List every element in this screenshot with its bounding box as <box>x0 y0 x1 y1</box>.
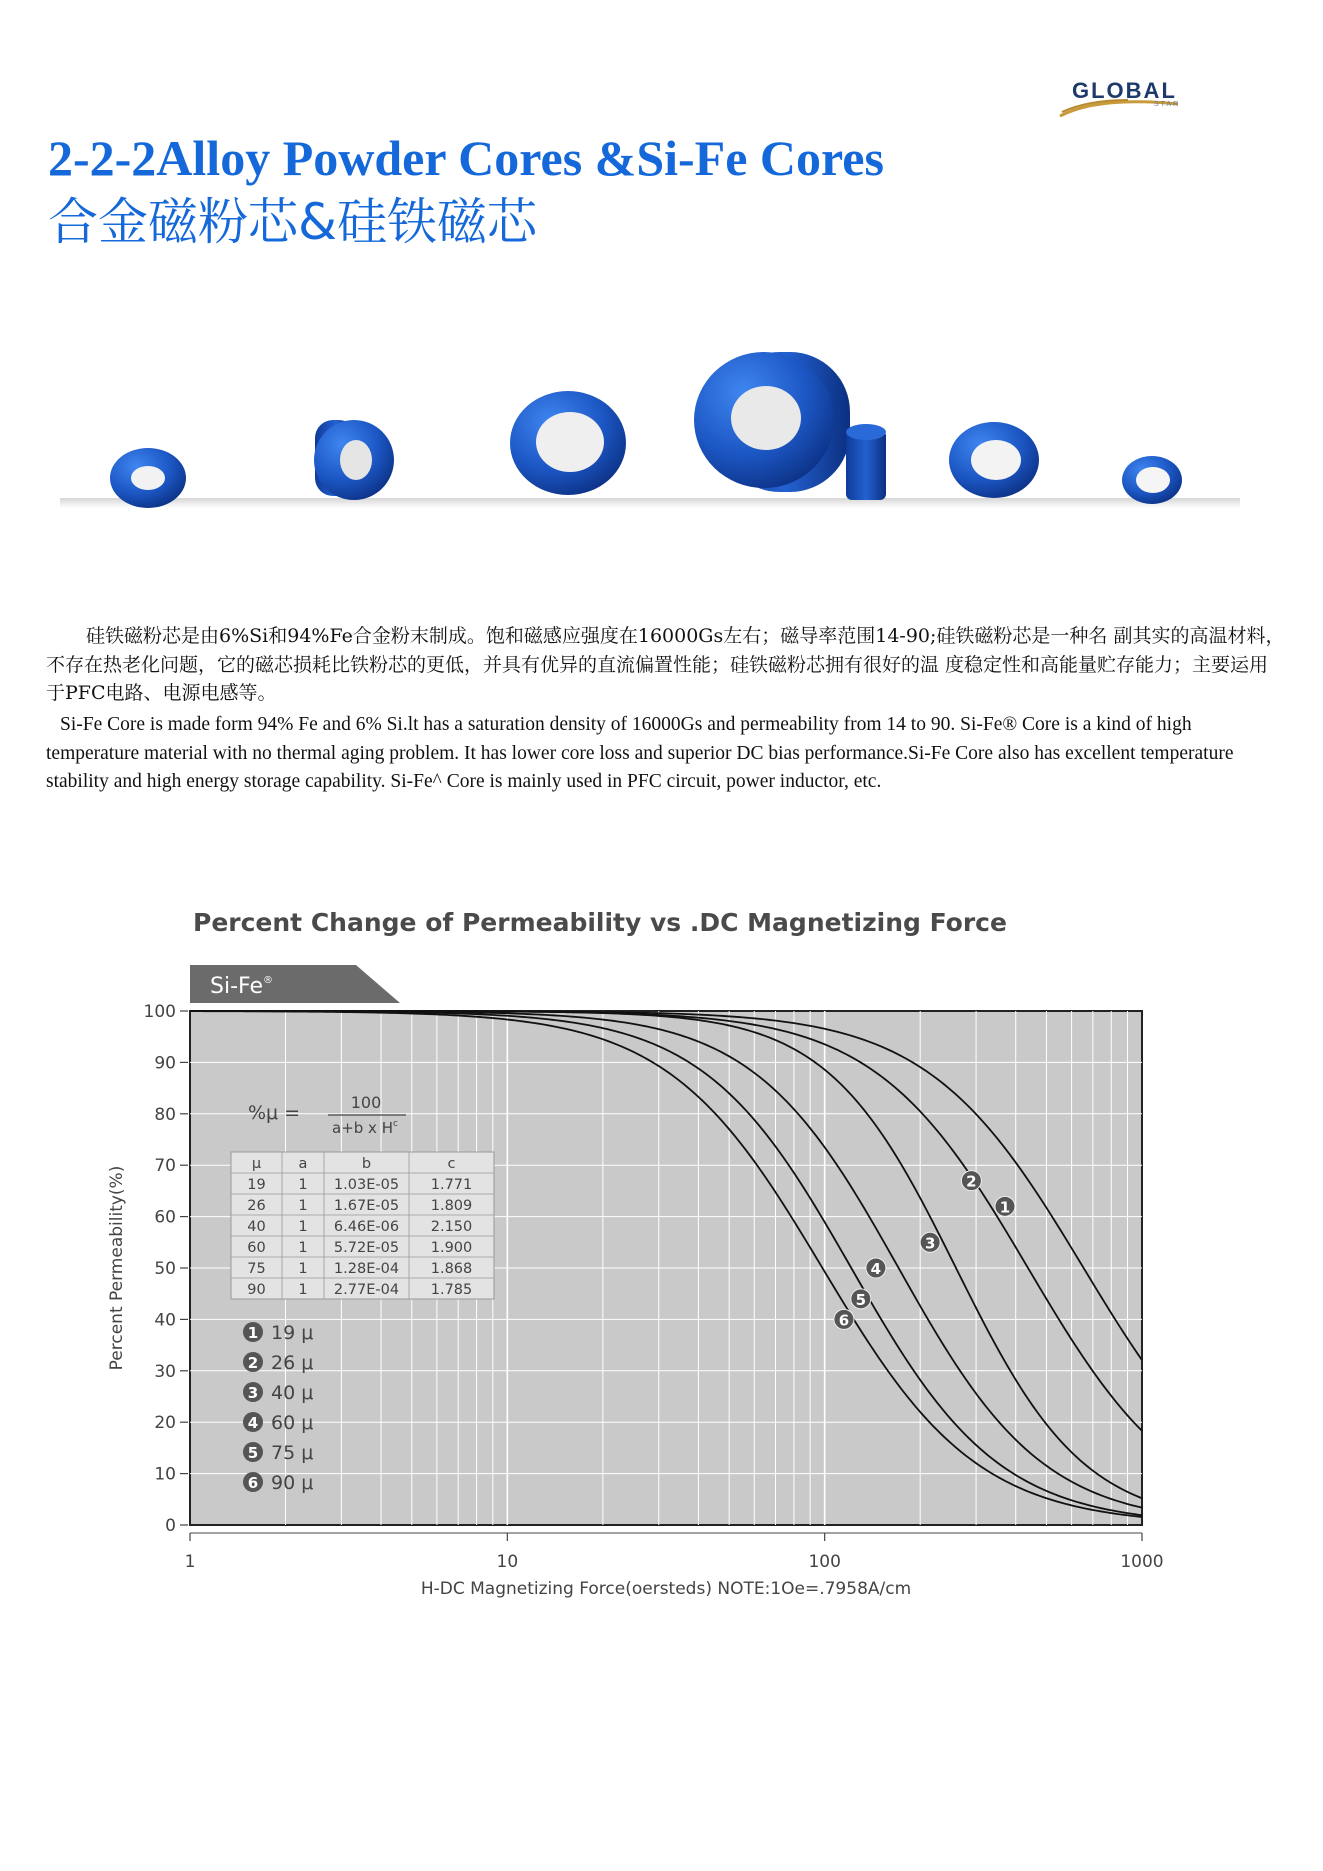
table-header: μ <box>251 1156 262 1172</box>
y-tick-label: 20 <box>154 1413 176 1434</box>
table-header: a <box>298 1156 308 1172</box>
table-cell: 1.868 <box>430 1261 473 1277</box>
core-2 <box>314 420 394 500</box>
core-5 <box>846 424 886 500</box>
formula-lhs: %μ = <box>248 1102 301 1124</box>
core-7 <box>1122 456 1182 504</box>
core-1 <box>110 448 186 508</box>
legend-marker-label: 1 <box>247 1324 259 1342</box>
table-cell: 2.150 <box>430 1219 473 1235</box>
y-axis-label: Percent Permeability(%) <box>107 1165 127 1371</box>
legend-entry: 19 μ <box>271 1322 314 1344</box>
core-4 <box>694 352 850 492</box>
table-header: b <box>361 1156 372 1172</box>
y-tick-label: 90 <box>154 1053 176 1074</box>
table-cell: 26 <box>247 1198 266 1214</box>
x-axis-label: H-DC Magnetizing Force(oersteds) NOTE:1Oe=.7958A/cm <box>420 1579 912 1599</box>
core-3 <box>510 391 626 495</box>
x-tick-label: 1 <box>184 1552 196 1572</box>
x-tick-label: 1000 <box>1120 1552 1164 1572</box>
product-photo <box>60 320 1240 520</box>
chart-title: Percent Change of Permeability vs .DC Magnetizing Force <box>193 908 1007 937</box>
y-tick-label: 70 <box>154 1156 176 1177</box>
y-axis <box>144 1002 188 1536</box>
legend-entry: 75 μ <box>271 1442 314 1464</box>
table-cell: 6.46E-06 <box>333 1219 400 1235</box>
legend-marker-label: 2 <box>247 1354 259 1372</box>
table-cell: 1 <box>298 1177 308 1193</box>
x-tick-label: 10 <box>496 1552 519 1572</box>
table-cell: 1 <box>298 1282 308 1298</box>
legend-marker-label: 5 <box>247 1444 259 1462</box>
table-cell: 1.900 <box>430 1240 473 1256</box>
series-marker-label: 2 <box>966 1172 977 1191</box>
table-cell: 1.67E-05 <box>333 1198 400 1214</box>
table-cell: 40 <box>247 1219 266 1235</box>
table-header: c <box>447 1156 456 1172</box>
series-tag: Si-Fe® <box>210 974 274 999</box>
formula-numerator: 100 <box>350 1093 382 1112</box>
table-cell: 2.77E-04 <box>333 1282 400 1298</box>
y-tick-label: 60 <box>154 1207 176 1228</box>
series-marker-label: 6 <box>838 1311 850 1330</box>
intro-paragraph-cn: 硅铁磁粉芯是由6%Si和94%Fe合金粉末制成。饱和磁感应强度在16000Gs左右；磁导率范围14-90;硅铁磁粉芯是一种名 副其实的高温材料，不存在热老化问题，它的磁芯损耗比铁粉芯的更低，并具有优异的直流偏置性能；硅铁磁粉芯拥有很好的温 度稳定性和高能量贮存能力；主要运用于PFC电路、电源电感等。 <box>46 625 1285 704</box>
y-tick-label: 10 <box>154 1464 176 1485</box>
series-marker-label: 5 <box>855 1290 867 1309</box>
legend-marker-label: 6 <box>247 1474 259 1492</box>
table-cell: 60 <box>247 1240 266 1256</box>
intro-paragraph-en: Si-Fe Core is made form 94% Fe and 6% Si.lt has a saturation density of 16000Gs and permeability from 14 to 90. Si-Fe® Core is a kind of high temperature material with no thermal aging problem. It has lower core loss and superior DC bias performance.Si-Fe Core also has excellent temperature stability and high energy storage capability. Si-Fe^ Core is mainly used in PFC circuit, power inductor, etc. <box>46 714 1234 792</box>
table-cell: 1.771 <box>430 1177 473 1193</box>
legend-entry: 90 μ <box>271 1472 314 1494</box>
table-cell: 5.72E-05 <box>333 1240 400 1256</box>
y-tick-label: 40 <box>154 1310 176 1331</box>
table-cell: 1 <box>298 1261 308 1277</box>
core-6 <box>949 422 1039 498</box>
formula-denominator: a+b x $H^c$ <box>332 1119 398 1137</box>
y-tick-label: 0 <box>165 1516 176 1536</box>
table-cell: 1 <box>298 1219 308 1235</box>
table-cell: 1 <box>298 1240 308 1256</box>
table-cell: 1.28E-04 <box>333 1261 400 1277</box>
table-cell: 1.785 <box>430 1282 473 1298</box>
coefficient-table <box>231 1152 494 1299</box>
y-tick-label: 80 <box>154 1104 176 1125</box>
page-title-cn: 合金磁粉芯&硅铁磁芯 <box>48 193 537 251</box>
table-cell: 1 <box>298 1198 308 1214</box>
table-cell: 75 <box>247 1261 266 1277</box>
legend-marker-label: 4 <box>247 1414 259 1432</box>
legend-entry: 26 μ <box>271 1352 314 1374</box>
table-cell: 1.809 <box>430 1198 473 1214</box>
series-marker-label: 3 <box>924 1234 936 1253</box>
legend-entry: 60 μ <box>271 1412 314 1434</box>
company-logo <box>1058 70 1208 120</box>
legend-marker-label: 3 <box>247 1384 259 1402</box>
table-cell: 1.03E-05 <box>333 1177 400 1193</box>
table-cell: 90 <box>247 1282 266 1298</box>
series-marker-label: 4 <box>870 1260 882 1278</box>
y-tick-label: 30 <box>154 1361 176 1382</box>
y-tick-label: 100 <box>143 1002 176 1022</box>
y-tick-label: 50 <box>154 1259 176 1279</box>
series-marker-label: 1 <box>999 1198 1011 1217</box>
legend-entry: 40 μ <box>271 1382 314 1404</box>
table-cell: 19 <box>247 1177 266 1193</box>
permeability-chart <box>100 955 1220 1605</box>
page-title-en: 2-2-2Alloy Powder Cores &Si-Fe Cores <box>48 130 884 186</box>
logo-name: GLOBAL <box>1072 78 1177 103</box>
x-tick-label: 100 <box>808 1552 841 1572</box>
logo-sub: STAR <box>1154 101 1181 108</box>
x-axis <box>185 1533 1164 1572</box>
